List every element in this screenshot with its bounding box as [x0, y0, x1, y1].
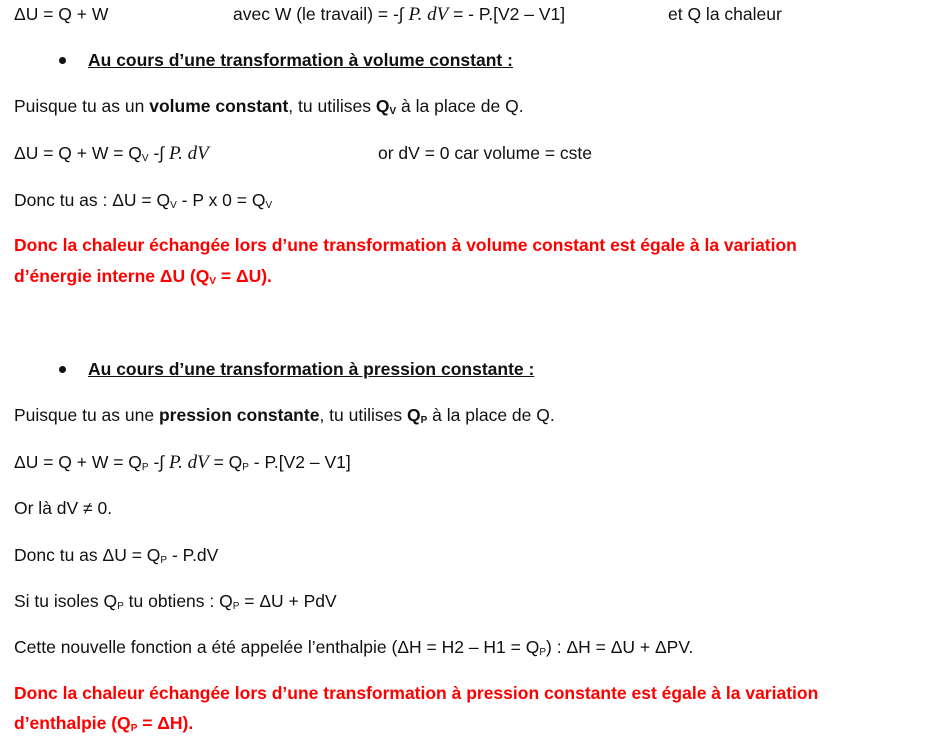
text: = - P.[V2 – V1] — [448, 4, 566, 24]
text: , tu utilises — [288, 96, 376, 116]
text: d’enthalpie (Q — [14, 713, 131, 733]
text: , tu utilises — [319, 405, 407, 425]
text: -∫ — [148, 452, 169, 472]
conclusion — [14, 712, 193, 740]
text: Donc tu as ΔU = Q — [14, 545, 161, 565]
paragraph — [14, 404, 555, 432]
section-heading-volume — [88, 49, 513, 71]
text: = ΔH). — [137, 713, 194, 733]
text: Q — [406, 405, 421, 425]
subscript: P — [117, 601, 124, 612]
text: - P x 0 = Q — [176, 190, 266, 210]
text: -∫ — [148, 143, 169, 163]
text: Au cours d’une transformation à pression constante : — [88, 359, 535, 379]
conclusion — [14, 234, 797, 256]
text: Donc la chaleur échangée lors d’une transformation à pression constante est égale à la variation — [14, 683, 819, 703]
subscript: V — [209, 276, 217, 287]
subscript: P — [539, 647, 547, 658]
subscript: V — [389, 106, 397, 117]
subscript: P — [420, 415, 428, 426]
text: Puisque tu as un — [14, 96, 150, 116]
math: P. dV — [408, 4, 449, 25]
equation — [14, 142, 209, 170]
conclusion — [14, 265, 272, 293]
text: ΔU = Q + W — [14, 4, 109, 24]
heat-definition — [668, 3, 782, 25]
equation — [14, 544, 218, 572]
paragraph — [14, 95, 524, 123]
work-definition — [233, 3, 565, 26]
text: d’énergie interne ΔU (Q — [14, 266, 210, 286]
bold-text: pression constante — [158, 405, 320, 425]
text: ) : ΔH = ΔU + ΔPV. — [546, 637, 694, 657]
text: Or là dV ≠ 0. — [14, 498, 113, 518]
equation — [14, 189, 272, 217]
text: - P.[V2 – V1] — [248, 452, 351, 472]
text: à la place de Q. — [396, 96, 524, 116]
subscript: P — [242, 462, 249, 473]
subscript: V — [141, 153, 149, 164]
subscript: V — [265, 200, 273, 211]
text: Donc tu as : ΔU = Q — [14, 190, 171, 210]
bullet-icon — [59, 366, 66, 373]
equation-first-law — [14, 3, 108, 25]
text: Si tu isoles Q — [14, 591, 118, 611]
text: Cette nouvelle fonction a été appelée l’enthalpie (ΔH = H2 – H1 = Q — [14, 637, 540, 657]
bullet-icon — [59, 57, 66, 64]
text: Puisque tu as une — [14, 405, 159, 425]
conclusion — [14, 682, 818, 704]
equation — [14, 451, 351, 479]
math: P. dV — [168, 452, 209, 473]
bold-text: volume constant — [149, 96, 289, 116]
text: - P.dV — [167, 545, 219, 565]
section-heading-pressure — [88, 358, 534, 380]
text: avec W (le travail) = -∫ — [233, 4, 409, 24]
subscript: P — [232, 601, 240, 612]
text: = ΔU). — [216, 266, 272, 286]
text: = ΔU + PdV — [239, 591, 337, 611]
subscript: P — [130, 723, 138, 734]
text: ΔU = Q + W = Q — [14, 452, 142, 472]
subscript: P — [141, 462, 149, 473]
text: ΔU = Q + W = Q — [14, 143, 142, 163]
text: et Q la chaleur — [668, 4, 782, 24]
text: à la place de Q. — [427, 405, 555, 425]
equation — [14, 590, 337, 618]
paragraph — [14, 497, 112, 519]
text: Donc la chaleur échangée lors d’une transformation à volume constant est égale à la variation — [14, 235, 797, 255]
text: tu obtiens : Q — [123, 591, 233, 611]
note — [378, 142, 592, 164]
text: Q — [375, 96, 390, 116]
subscript: V — [170, 200, 177, 211]
paragraph — [14, 636, 693, 664]
math: P. dV — [168, 143, 209, 164]
subscript: P — [160, 555, 168, 566]
text: = Q — [208, 452, 243, 472]
text: Au cours d’une transformation à volume constant : — [88, 50, 513, 70]
text: or dV = 0 car volume = cste — [378, 143, 592, 163]
